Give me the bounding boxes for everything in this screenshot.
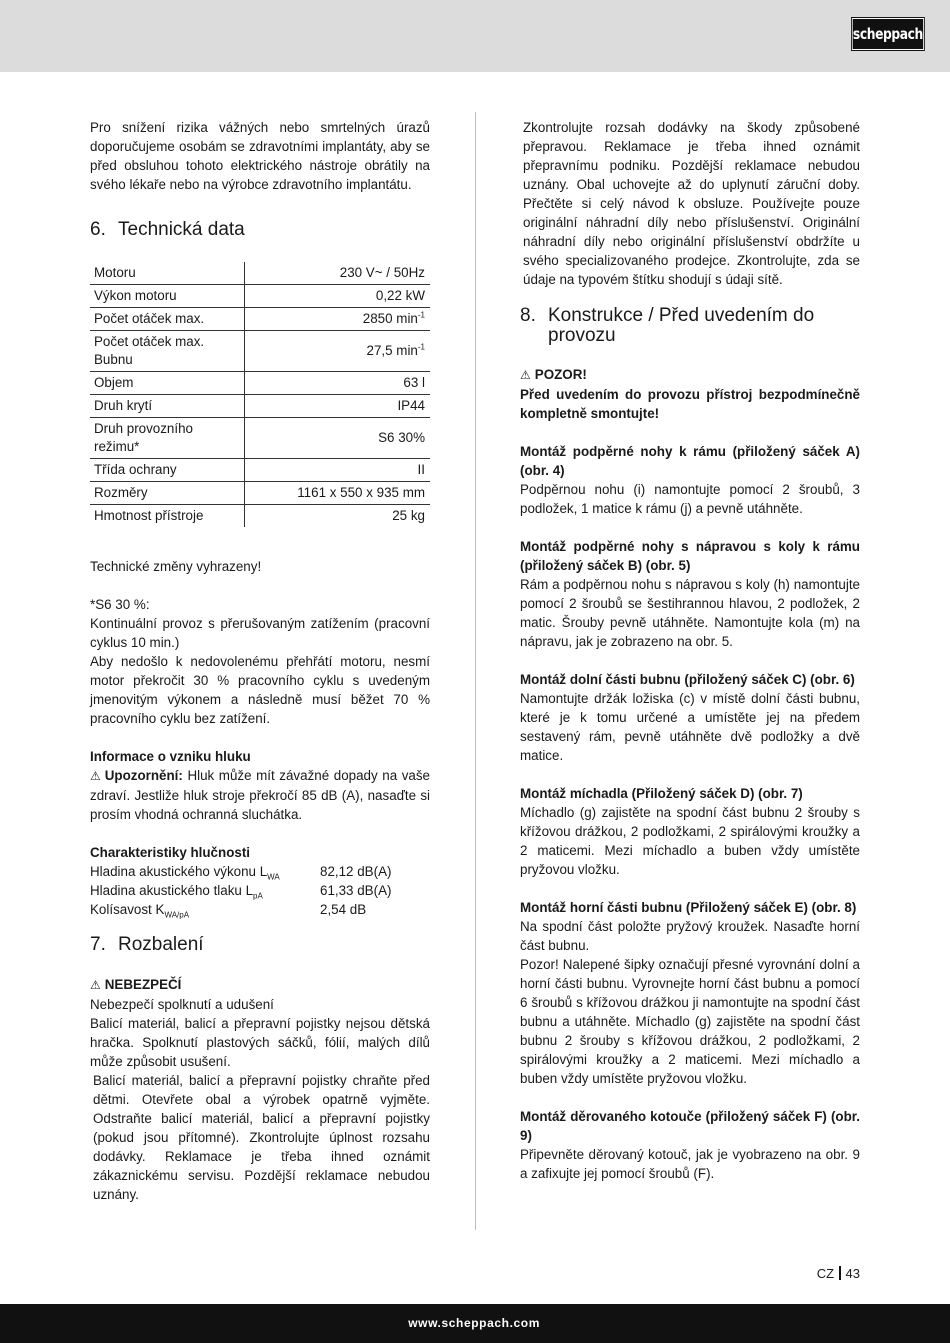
spec-value [245, 262, 431, 285]
sound-heading: Charakteristiky hlučnosti [90, 845, 250, 860]
assembly-step [520, 537, 860, 651]
tech-changes-note: Technické změny vyhrazeny! [90, 559, 262, 574]
section-number: 6. [90, 219, 106, 240]
spec-row [90, 262, 430, 285]
page-num: 43 [845, 1266, 860, 1281]
section-7-heading [90, 935, 430, 955]
sound-row [90, 881, 391, 900]
spec-row [90, 482, 430, 505]
spec-unit-exponent: -1 [417, 310, 425, 320]
spec-value-text: 25 kg [392, 508, 425, 523]
sound-label-text: Kolísavost K [90, 902, 165, 917]
header-band [0, 0, 950, 72]
step-text: Podpěrnou nohu (i) namontujte pomocí 2 šroubů, 3 podložek, 1 matice k rámu (j) a pevně utáhněte. [520, 482, 860, 516]
sound-table [90, 862, 391, 919]
spec-value-text: II [417, 462, 425, 477]
section-title: Technická data [118, 219, 245, 240]
spec-value-text: S6 30% [378, 430, 425, 445]
assembly-steps [520, 442, 860, 1183]
spec-row [90, 308, 430, 331]
step-text: Připevněte děrovaný kotouč, jak je vyobrazeno na obr. 9 a zafixujte jej pomocí šroubů (F). [520, 1147, 860, 1181]
assembly-step [520, 1107, 860, 1183]
spec-value-text: 0,22 kW [375, 288, 425, 303]
column-divider [475, 112, 476, 1230]
tech-data-table [90, 262, 430, 527]
scheppach-logo: scheppach [852, 18, 924, 50]
sound-label-subscript: WA/pA [164, 910, 190, 920]
spec-value-text: 230 V~ / 50Hz [339, 265, 425, 280]
warning-icon: ⚠ [520, 368, 531, 382]
sound-label-subscript: WA [267, 872, 280, 882]
spec-label: Rozměry [90, 482, 245, 505]
assembly-step [520, 898, 860, 1088]
sound-row [90, 862, 391, 881]
spec-label: Motoru [90, 262, 245, 285]
spec-value [245, 418, 431, 459]
spec-value [245, 308, 431, 331]
sound-label-text: Hladina akustického tlaku L [90, 883, 254, 898]
delivery-check-text: Zkontrolujte rozsah dodávky na škody způsobené přepravou. Reklamace je třeba ihned oznámit přepravnímu podniku. Pozdější reklamace nebudou uznány. Obal uchovejte až do uplynutí záruční doby. Přečtěte si celý návod k obsluze. Používejte pouze originální náhradní díly nebo příslušenství. Originální náhradní díly nebo originální příslušenství obdržíte u svého specializovaného prodejce. Zkontrolujte, zda se údaje na typovém štítku shodují s údaji sítě. [523, 120, 860, 287]
s6-description: Kontinuální provoz s přerušovaným zatížením (pracovní cyklus 10 min.) [90, 616, 430, 650]
step-title: Montáž děrovaného kotouče (přiložený sáček F) (obr. 9) [520, 1109, 860, 1143]
step-text: Na spodní část položte pryžový kroužek. Nasaďte horní část bubnu. [520, 919, 860, 953]
assembly-step [520, 784, 860, 879]
section-number: 7. [90, 934, 106, 955]
page-number [817, 1264, 860, 1283]
danger-text: Balicí materiál, balicí a přepravní pojistky nejsou dětská hračka. Spolknutí plastových sáčků, fólií, malých dílů může způsobit usušení. [90, 1016, 430, 1069]
sound-row [90, 900, 391, 919]
spec-value [245, 459, 431, 482]
section-6-heading [90, 220, 430, 240]
caution-label: POZOR! [534, 367, 587, 382]
noise-heading: Informace o vzniku hluku [90, 749, 251, 764]
spec-value-text: IP44 [397, 398, 425, 413]
spec-value [245, 505, 431, 528]
spec-row [90, 331, 430, 372]
sound-value: 61,33 dB(A) [320, 883, 392, 898]
step-text: Rám a podpěrnou nohu s nápravou s koly (h) namontujte pomocí 2 šroubů se šestihrannou hlavou, 2 podložek, 2 matic. Šrouby pevně utáhněte. Namontujte kola (m) na nápravu, jak je zobrazeno na obr. 5. [520, 577, 860, 649]
website-url[interactable]: www.scheppach.com [408, 1316, 540, 1330]
spec-value-text: 63 l [403, 375, 425, 390]
s6-title: *S6 30 %: [90, 597, 150, 612]
section-title: Rozbalení [118, 934, 204, 955]
implant-notice: Pro snížení rizika vážných nebo smrtelných úrazů doporučujeme osobám se zdravotními implantáty, aby se před obsluhou tohoto elektrického nástroje obrátily na svého lékaře nebo na výrobce zdravotního implantátu. [90, 120, 430, 192]
spec-value-text: 27,5 min [366, 343, 418, 358]
sound-label [90, 862, 320, 881]
spec-row [90, 459, 430, 482]
warning-icon: ⚠ [90, 978, 101, 992]
spec-row [90, 285, 430, 308]
spec-label: Objem [90, 372, 245, 395]
spec-label: Hmotnost přístroje [90, 505, 245, 528]
step-text: Namontujte držák ložiska (c) v místě dolní části bubnu, které je k tomu určené a umístěte jej na předem sestavený rám, pevně utáhněte dvě podložky a dvě matice. [520, 691, 860, 763]
spec-value [245, 372, 431, 395]
sound-label-text: Hladina akustického výkonu L [90, 864, 268, 879]
spec-label: Počet otáček max. [90, 308, 245, 331]
step-title: Montáž horní části bubnu (Přiložený sáček E) (obr. 8) [520, 900, 857, 915]
assembly-step [520, 442, 860, 518]
step-text: Míchadlo (g) zajistěte na spodní část bubnu 2 šrouby s křížovou drážkou, 2 podložkami, 2 spirálovými kroužky a 2 maticemi. Mezi míchadlo a buben vždy umístěte pryžovou vložku. [520, 805, 860, 877]
spec-value-text: 2850 min [362, 311, 418, 326]
left-column [90, 118, 430, 1204]
spec-value [245, 285, 431, 308]
spec-row [90, 505, 430, 528]
overheat-note: Aby nedošlo k nedovolenému přehřátí motoru, nesmí motor překročit 30 % pracovního cyklu s uvedeným jmenovitým výkonem a následně musí běžet 70 % pracovního cyklu bez zatížení. [90, 654, 430, 726]
step-text-note: Pozor! Nalepené šipky označují přesné vyrovnání dolní a horní části bubnu. Vyrovnejte horní část bubnu a pomocí 6 šroubů s křížovou drážkou ji namontujte na spodní část bubnu a utáhněte. Míchadlo (g) zajistěte na spodní část bubnu 2 šrouby s křížovou drážkou, 2 podložkami, 2 spirálovými kroužky a 2 maticemi. Mezi míchadlo a buben vždy umístěte pryžovou vložku. [520, 957, 860, 1086]
section-title: Konstrukce / Před uvedením do provozu [548, 305, 815, 346]
step-title: Montáž dolní části bubnu (přiložený sáček C) (obr. 6) [520, 672, 855, 687]
spec-label: Druh provozního režimu* [90, 418, 245, 459]
noise-warning [90, 766, 430, 824]
language-code: CZ [816, 1266, 835, 1281]
spec-label: Počet otáček max. Bubnu [90, 331, 245, 372]
sound-label [90, 881, 320, 900]
spec-label: Výkon motoru [90, 285, 245, 308]
sound-value: 82,12 dB(A) [320, 864, 392, 879]
caution-text: Před uvedením do provozu přístroj bezpodmínečně kompletně smontujte! [520, 387, 860, 421]
unpack-text: Balicí materiál, balicí a přepravní pojistky chraňte před dětmi. Otevřete obal a výrobek opatrně vyjměte. Odstraňte balicí materiál, balicí a přepravní pojistky (pokud jsou přítomné). Zkontrolujte úplnost rozsahu dodávky. Reklamace je třeba ihned oznámit zákaznickému servisu. Pozdější reklamace nebudou uznány. [93, 1073, 430, 1202]
separator [839, 1266, 841, 1280]
step-title: Montáž podpěrné nohy k rámu (přiložený sáček A) (obr. 4) [520, 444, 860, 478]
section-8-heading [520, 306, 860, 346]
danger-label: NEBEZPEČÍ [104, 977, 182, 992]
step-title: Montáž míchadla (Přiložený sáček D) (obr. 7) [520, 786, 803, 801]
spec-value [245, 331, 431, 372]
spec-row [90, 372, 430, 395]
spec-value [245, 482, 431, 505]
spec-row [90, 395, 430, 418]
danger-subtitle: Nebezpečí spolknutí a udušení [90, 997, 274, 1012]
danger-heading [90, 975, 430, 995]
footer-band [0, 1304, 950, 1343]
noise-warning-label: Upozornění: [104, 768, 183, 783]
spec-value-text: 1161 x 550 x 935 mm [297, 485, 425, 500]
sound-label [90, 900, 320, 919]
spec-row [90, 418, 430, 459]
sound-label-subscript: pA [253, 891, 263, 901]
spec-label: Druh krytí [90, 395, 245, 418]
assembly-step [520, 670, 860, 765]
warning-icon: ⚠ [90, 769, 101, 783]
right-column [520, 118, 860, 1183]
sound-value: 2,54 dB [320, 902, 367, 917]
step-title: Montáž podpěrné nohy s nápravou s koly k rámu (přiložený sáček B) (obr. 5) [520, 539, 860, 573]
section-number: 8. [520, 305, 536, 326]
spec-value [245, 395, 431, 418]
noise-warning-text: Hluk může mít závažné dopady na vaše zdraví. Jestliže hluk stroje překročí 85 dB (A), nasaďte si prosím vhodná ochranná sluchátka. [90, 768, 430, 822]
caution-heading [520, 365, 860, 385]
spec-unit-exponent: -1 [417, 342, 425, 352]
spec-label: Třída ochrany [90, 459, 245, 482]
